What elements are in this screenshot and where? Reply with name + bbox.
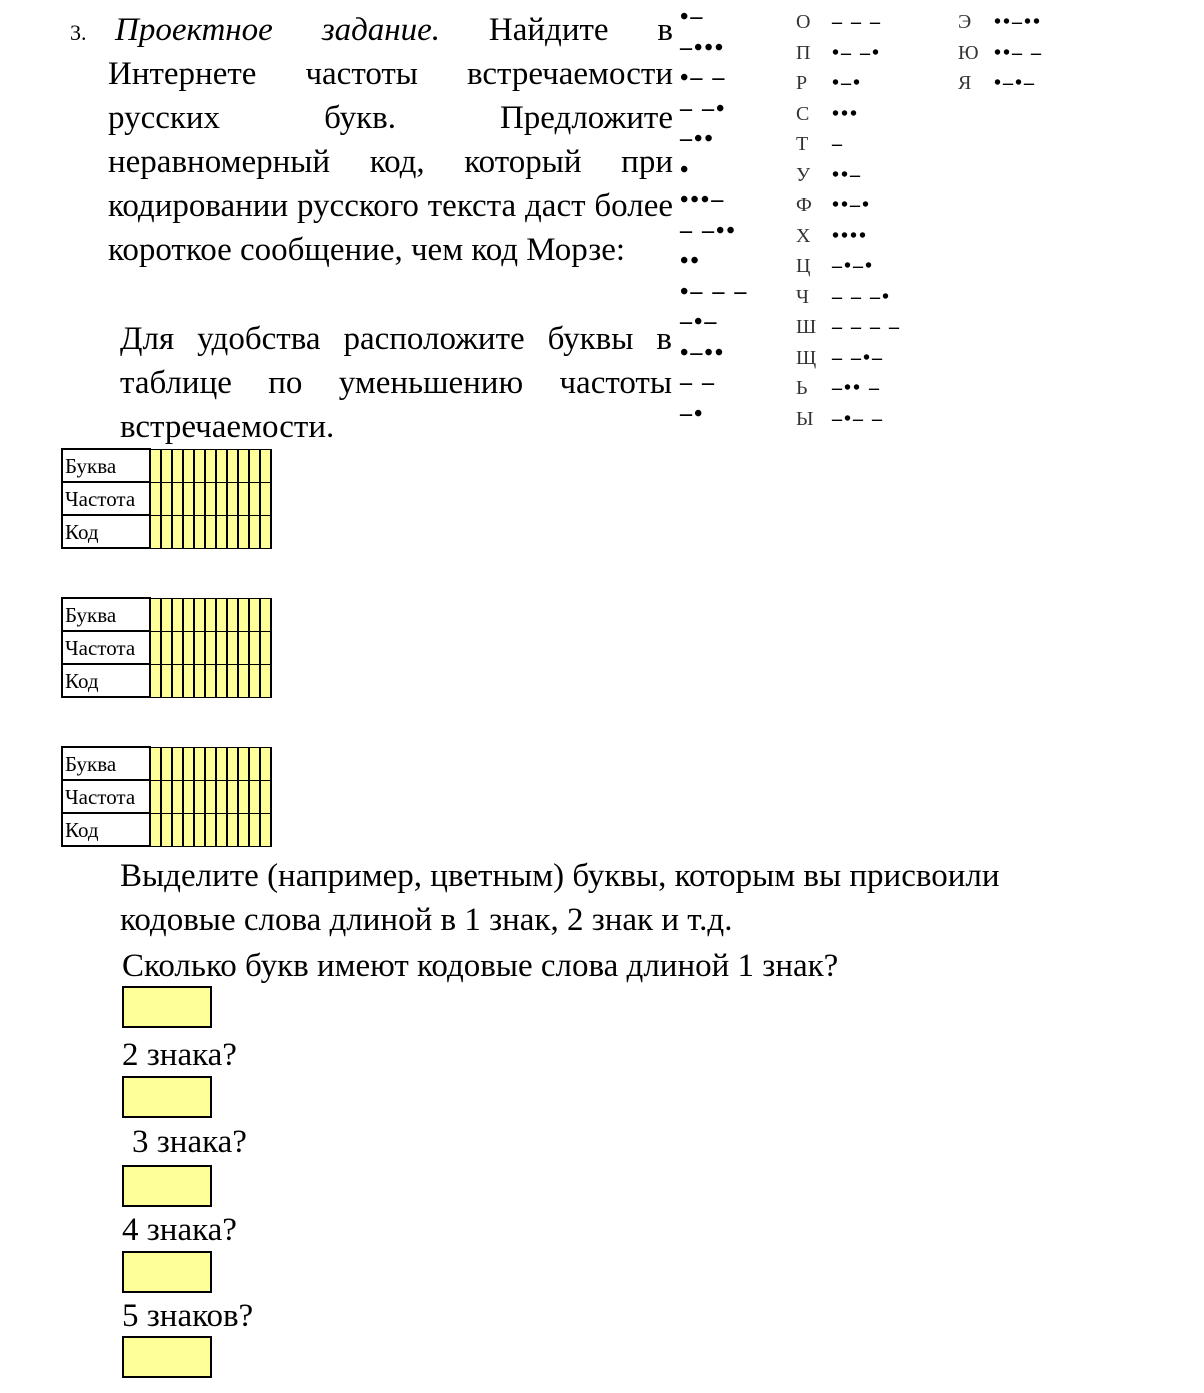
table-input-cell[interactable] [260, 747, 271, 780]
table-input-cell[interactable] [216, 482, 227, 515]
table-input-cell[interactable] [150, 631, 161, 664]
table-input-cell[interactable] [216, 780, 227, 813]
table-input-cell[interactable] [249, 515, 260, 548]
morse-letter: Ц [796, 255, 811, 277]
morse-code: –•• – [832, 377, 882, 399]
answer-box-1[interactable] [122, 986, 212, 1028]
morse-code-fragment: – –•• [680, 217, 737, 244]
morse-code: ••–• [832, 194, 872, 216]
frequency-table-1 [61, 448, 272, 549]
row-label: Частота [62, 631, 150, 664]
morse-code: –•–• [832, 255, 875, 277]
table-input-cell[interactable] [216, 747, 227, 780]
morse-code: •–•– [994, 72, 1037, 94]
morse-code: – – – – [832, 316, 901, 338]
table-input-cell[interactable] [216, 598, 227, 631]
table-input-cell[interactable] [161, 449, 172, 482]
morse-code: –•– – [832, 407, 885, 430]
morse-letter: Х [796, 224, 811, 247]
table-input-cell[interactable] [183, 449, 194, 482]
task-intro-text: Найдите в Интернете частоты встречаемости русских букв. Предложите неравномерный код, который при кодировании русского текста даст более короткое сообщение, чем код Морзе: [108, 12, 673, 268]
table-input-cell[interactable] [249, 482, 260, 515]
table-input-cell[interactable] [172, 598, 183, 631]
table-input-cell[interactable] [150, 664, 161, 697]
morse-entry [796, 256, 874, 276]
table-row [62, 664, 271, 697]
morse-entry [958, 12, 1042, 32]
task-instruction: Для удобства расположите буквы в таблице по уменьшению частоты встречаемости. [120, 321, 672, 445]
morse-code-fragment: •–•• [680, 339, 726, 366]
question-5-signs: 5 знаков? [122, 1298, 254, 1334]
table-input-cell[interactable] [150, 747, 161, 780]
table-input-cell[interactable] [183, 631, 194, 664]
table-input-cell[interactable] [227, 449, 238, 482]
table-input-cell[interactable] [183, 780, 194, 813]
question-4-signs: 4 знака? [122, 1212, 237, 1248]
morse-code-fragment: •• [680, 248, 701, 274]
question-1-sign: Сколько букв имеют кодовые слова длиной 1 знак? [122, 948, 839, 984]
table-input-cell[interactable] [194, 598, 205, 631]
morse-code: ••–•• [994, 11, 1043, 33]
morse-code: ••– – [994, 41, 1044, 64]
table-input-cell[interactable] [172, 449, 183, 482]
frequency-table-3 [61, 746, 272, 847]
table-input-cell[interactable] [227, 780, 238, 813]
morse-code-fragment: •– – – [680, 278, 749, 305]
table-input-cell[interactable] [249, 747, 260, 780]
table-input-cell[interactable] [161, 813, 172, 846]
table-input-cell[interactable] [161, 482, 172, 515]
row-label: Код [62, 515, 150, 548]
morse-code: ••– [832, 163, 863, 186]
table-input-cell[interactable] [150, 515, 161, 548]
table-input-cell[interactable] [216, 664, 227, 697]
answer-box-5[interactable] [122, 1336, 212, 1378]
table-input-cell[interactable] [172, 515, 183, 548]
table-input-cell[interactable] [194, 449, 205, 482]
table-input-cell[interactable] [205, 780, 216, 813]
morse-letter: Т [796, 133, 809, 155]
table-input-cell[interactable] [183, 813, 194, 846]
morse-code: – – – [832, 11, 882, 33]
task-number: 3. [70, 20, 87, 45]
row-label: Буква [62, 598, 150, 631]
answer-box-2[interactable] [122, 1076, 212, 1118]
table-input-cell[interactable] [205, 747, 216, 780]
morse-letter: Я [958, 72, 972, 94]
frequency-table-2 [61, 597, 272, 698]
table-input-cell[interactable] [205, 515, 216, 548]
table-input-cell[interactable] [249, 449, 260, 482]
morse-code: – [832, 133, 844, 155]
task-intro [108, 8, 673, 272]
table-input-cell[interactable] [260, 780, 271, 813]
morse-code-fragment: •– – [680, 65, 727, 91]
table-input-cell[interactable] [260, 598, 271, 631]
table-input-cell[interactable] [249, 813, 260, 846]
table-input-cell[interactable] [172, 813, 183, 846]
table-input-cell[interactable] [161, 747, 172, 780]
table-input-cell[interactable] [205, 664, 216, 697]
morse-letter: Ы [796, 407, 814, 430]
table-input-cell[interactable] [194, 515, 205, 548]
row-label: Частота [62, 780, 150, 813]
morse-code-fragment: – – [680, 370, 716, 396]
morse-letter: Ф [796, 194, 812, 216]
morse-entry [796, 409, 884, 429]
table-row [62, 449, 271, 482]
table-input-cell[interactable] [161, 598, 172, 631]
morse-letter: Ш [796, 316, 817, 338]
table-input-cell[interactable] [238, 631, 249, 664]
morse-code-fragment: –•– [680, 309, 719, 335]
table-input-cell[interactable] [227, 515, 238, 548]
morse-letter: Р [796, 72, 808, 94]
table-input-cell[interactable] [227, 664, 238, 697]
morse-entry [796, 73, 862, 93]
highlight-instruction-2: кодовые слова длиной в 1 знак, 2 знак и т.д. [120, 902, 733, 938]
table-input-cell[interactable] [260, 664, 271, 697]
table-input-cell[interactable] [227, 631, 238, 664]
table-input-cell[interactable] [183, 515, 194, 548]
table-input-cell[interactable] [216, 449, 227, 482]
morse-entry [796, 12, 882, 32]
morse-code: •••• [832, 224, 869, 247]
question-3-signs: 3 знака? [132, 1124, 247, 1160]
table-input-cell[interactable] [205, 482, 216, 515]
morse-entry [958, 43, 1043, 63]
morse-entry [796, 287, 891, 307]
table-input-cell[interactable] [238, 813, 249, 846]
morse-entry [796, 134, 844, 154]
row-label: Буква [62, 747, 150, 780]
morse-entry [796, 43, 881, 63]
table-input-cell[interactable] [249, 598, 260, 631]
morse-letter: У [796, 163, 811, 186]
morse-entry [796, 195, 871, 215]
table-input-cell[interactable] [227, 482, 238, 515]
table-input-cell[interactable] [194, 780, 205, 813]
table-input-cell[interactable] [205, 449, 216, 482]
table-input-cell[interactable] [172, 747, 183, 780]
table-row [62, 780, 271, 813]
table-input-cell[interactable] [205, 598, 216, 631]
morse-code: – –•– [832, 346, 885, 369]
answer-box-3[interactable] [122, 1165, 212, 1207]
morse-code-fragment: –•• [680, 126, 715, 152]
table-input-cell[interactable] [249, 780, 260, 813]
table-input-cell[interactable] [161, 515, 172, 548]
table-input-cell[interactable] [150, 813, 161, 846]
table-input-cell[interactable] [194, 747, 205, 780]
highlight-instruction: Выделите (например, цветным) буквы, которым вы присвоили [120, 858, 1000, 894]
row-label: Код [62, 813, 150, 846]
morse-code-fragment: –••• [680, 34, 726, 61]
morse-letter: П [796, 41, 811, 64]
table-input-cell[interactable] [183, 598, 194, 631]
table-input-cell[interactable] [161, 664, 172, 697]
morse-entry [958, 73, 1036, 93]
table-input-cell[interactable] [194, 631, 205, 664]
table-input-cell[interactable] [161, 631, 172, 664]
table-input-cell[interactable] [238, 598, 249, 631]
row-label: Код [62, 664, 150, 697]
morse-entry [796, 226, 868, 246]
table-row [62, 515, 271, 548]
table-input-cell[interactable] [227, 813, 238, 846]
morse-entry [796, 104, 859, 124]
table-input-cell[interactable] [216, 813, 227, 846]
morse-entry [796, 165, 862, 185]
table-input-cell[interactable] [227, 747, 238, 780]
morse-code: – – –• [832, 285, 892, 308]
table-input-cell[interactable] [216, 515, 227, 548]
table-input-cell[interactable] [260, 482, 271, 515]
morse-code-fragment: –• [680, 400, 705, 427]
morse-code: •–• [832, 72, 863, 94]
table-input-cell[interactable] [260, 813, 271, 846]
table-input-cell[interactable] [260, 515, 271, 548]
table-input-cell[interactable] [172, 664, 183, 697]
table-input-cell[interactable] [172, 631, 183, 664]
table-input-cell[interactable] [183, 664, 194, 697]
morse-entry [796, 348, 884, 368]
morse-letter: Ю [958, 41, 979, 64]
table-input-cell[interactable] [150, 482, 161, 515]
table-input-cell[interactable] [216, 631, 227, 664]
table-input-cell[interactable] [172, 780, 183, 813]
table-input-cell[interactable] [183, 482, 194, 515]
table-input-cell[interactable] [249, 631, 260, 664]
table-input-cell[interactable] [260, 631, 271, 664]
table-input-cell[interactable] [161, 780, 172, 813]
table-input-cell[interactable] [238, 664, 249, 697]
task-title-dot: . [431, 12, 441, 48]
table-row [62, 482, 271, 515]
table-input-cell[interactable] [194, 664, 205, 697]
answer-box-4[interactable] [122, 1251, 212, 1293]
row-label: Частота [62, 482, 150, 515]
table-input-cell[interactable] [238, 449, 249, 482]
table-row [62, 813, 271, 846]
morse-letter: С [796, 102, 810, 125]
morse-code-fragment: •– [680, 4, 705, 30]
table-input-cell[interactable] [150, 780, 161, 813]
table-input-cell[interactable] [238, 482, 249, 515]
table-input-cell[interactable] [183, 747, 194, 780]
table-input-cell[interactable] [150, 449, 161, 482]
morse-code-fragment: – –• [680, 95, 727, 122]
table-input-cell[interactable] [194, 482, 205, 515]
table-row [62, 598, 271, 631]
morse-letter: Ь [796, 377, 808, 399]
table-row [62, 747, 271, 780]
table-input-cell[interactable] [194, 813, 205, 846]
morse-code-fragment: • [680, 156, 691, 183]
table-input-cell[interactable] [205, 631, 216, 664]
row-label: Буква [62, 449, 150, 482]
table-input-cell[interactable] [227, 598, 238, 631]
morse-letter: Щ [796, 346, 817, 369]
table-row [62, 631, 271, 664]
morse-entry [796, 378, 881, 398]
table-input-cell[interactable] [238, 515, 249, 548]
table-input-cell[interactable] [172, 482, 183, 515]
morse-letter: Э [958, 11, 972, 33]
table-input-cell[interactable] [260, 449, 271, 482]
morse-code: ••• [832, 102, 860, 125]
morse-entry [796, 317, 901, 337]
morse-code-fragment: •••– [680, 187, 726, 213]
morse-letter: Ч [796, 285, 809, 308]
table-input-cell[interactable] [205, 813, 216, 846]
question-2-signs: 2 знака? [122, 1037, 237, 1073]
table-input-cell[interactable] [238, 780, 249, 813]
morse-code: •– –• [832, 41, 882, 64]
task-title: Проектное задание [115, 12, 432, 48]
table-input-cell[interactable] [150, 598, 161, 631]
morse-letter: О [796, 11, 811, 33]
table-input-cell[interactable] [249, 664, 260, 697]
table-input-cell[interactable] [238, 747, 249, 780]
